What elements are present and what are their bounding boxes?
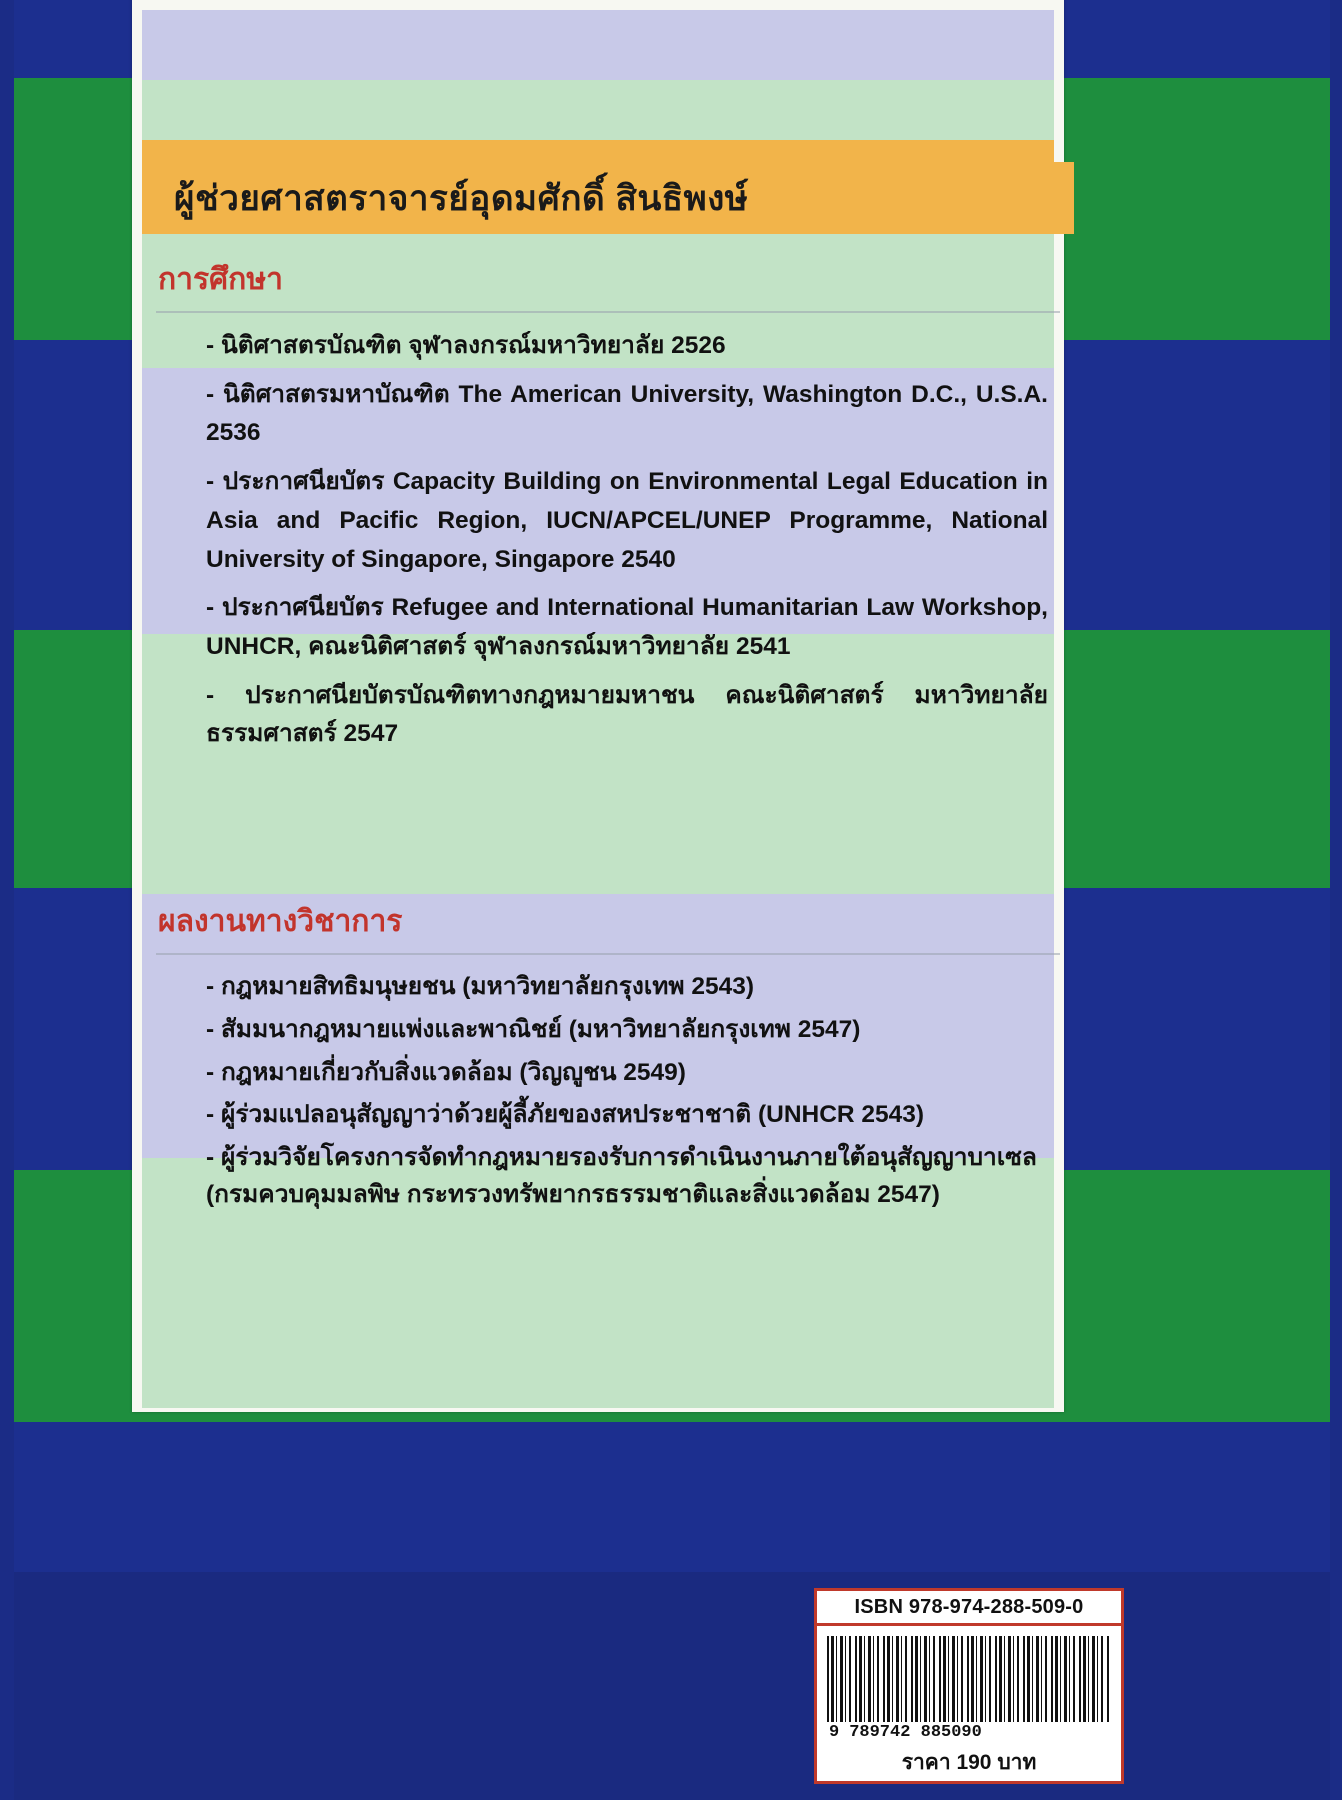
list-item: - ประกาศนียบัตร Refugee and International Humanitarian Law Workshop, UNHCR, คณะนิติศาสตร์ จุฬาลงกรณ์มหาวิทยาลัย 2541 [206,594,1048,660]
barcode-digits [827,1722,1111,1744]
barcode-number: 789742 885090 [849,1723,982,1742]
list-item: - นิติศาสตรมหาบัณฑิต The American University, Washington D.C., U.S.A. 2536 [206,380,1048,447]
barcode-box [814,1626,1124,1784]
section-divider [156,311,1060,313]
list-item: - ประกาศนียบัตร Capacity Building on Environmental Legal Education in Asia and Pacific Region, IUCN/APCEL/UNEP Programme, National University of Singapore, Singapore 2540 [206,468,1048,573]
list-item: - นิติศาสตรบัณฑิต จุฬาลงกรณ์มหาวิทยาลัย 2526 [206,332,726,359]
barcode-left-digit: 9 [829,1723,840,1742]
list-item: - ผู้ร่วมแปลอนุสัญญาว่าด้วยผู้ลี้ภัยของสหประชาชาติ (UNHCR 2543) [206,1101,925,1129]
back-cover-panel [132,0,1064,1412]
tint-band [142,10,1054,80]
barcode-image [827,1636,1111,1722]
isbn-label: ISBN 978-974-288-509-0 [814,1588,1124,1626]
author-name: ผู้ช่วยศาสตราจารย์อุดมศักดิ์ สินธิพงษ์ [174,178,749,218]
tint-band [142,80,1054,140]
list-item: - ผู้ร่วมวิจัยโครงการจัดทำกฎหมายรองรับการดำเนินงานภายใต้อนุสัญญาบาเซล (กรมควบคุมมลพิษ กระทรวงทรัพยากรธรรมชาติและสิ่งแวดล้อม 2547) [206,1144,1037,1208]
section-heading-education: การศึกษา [158,263,283,296]
section-academic-works [142,898,1074,1220]
list-item: - สัมมนากฎหมายแพ่งและพาณิชย์ (มหาวิทยาลัยกรุงเทพ 2547) [206,1015,861,1043]
list-item: - ประกาศนียบัตรบัณฑิตทางกฎหมายมหาชน คณะนิติศาสตร์ มหาวิทยาลัยธรรมศาสตร์ 2547 [206,681,1048,748]
academic-works-list [142,969,1074,1214]
education-list [142,327,1074,754]
section-divider [156,953,1060,955]
section-education [142,256,1074,764]
isbn-block [814,1588,1124,1784]
author-banner [142,162,1074,234]
left-edge-band [0,0,14,1800]
section-heading-academic-works: ผลงานทางวิชาการ [158,905,403,938]
list-item: - กฎหมายสิทธิมนุษยชน (มหาวิทยาลัยกรุงเทพ 2543) [206,973,755,1000]
page-inner [142,10,1054,1398]
list-item: - กฎหมายเกี่ยวกับสิ่งแวดล้อม (วิญญูชน 2549) [206,1058,686,1086]
price-label: ราคา 190 บาท [901,1751,1037,1774]
right-edge-band [1330,0,1342,1800]
